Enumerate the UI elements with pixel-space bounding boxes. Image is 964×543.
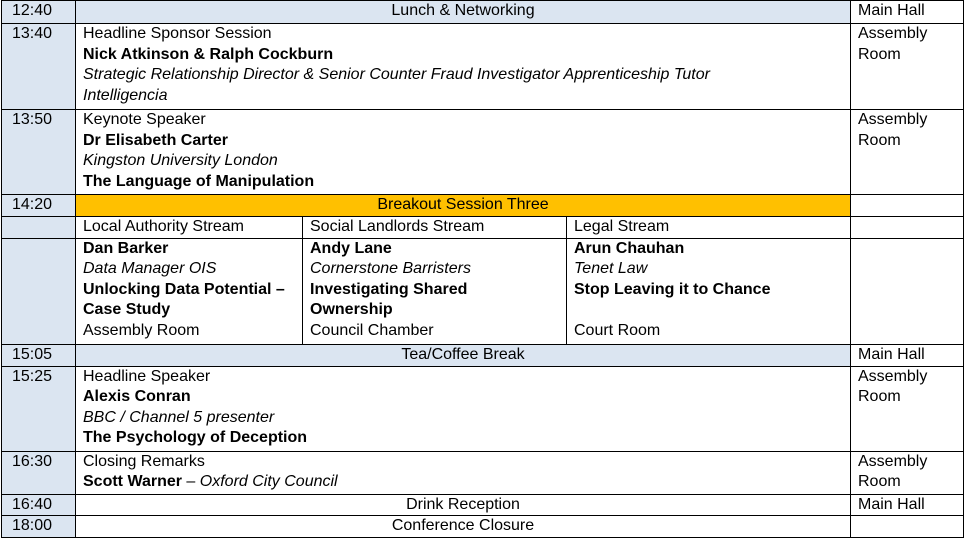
room-line: Room [858, 45, 901, 63]
session-type: Headline Sponsor Session [83, 25, 272, 42]
session-type: Keynote Speaker [83, 111, 206, 128]
session-details [76, 366, 851, 451]
session-details [76, 451, 851, 494]
session-title: Drink Reception [76, 494, 851, 516]
speaker-org: Oxford City Council [199, 473, 338, 490]
speaker-org: Kingston University London [83, 152, 278, 169]
stream-room: Court Room [574, 321, 661, 339]
time-cell: 12:40 [2, 1, 76, 24]
speaker-org: Data Manager OIS [83, 260, 217, 277]
speaker-name: Nick Atkinson & Ralph Cockburn [83, 45, 334, 63]
session-title: Conference Closure [76, 516, 851, 538]
room-line: Room [858, 131, 901, 149]
session-details [76, 24, 851, 110]
room-cell [851, 366, 964, 451]
agenda-row-headline [2, 366, 964, 451]
stream-session [76, 238, 303, 344]
speaker-role: BBC / Channel 5 presenter [83, 408, 275, 426]
talk-title: Unlocking Data Potential – [83, 280, 285, 298]
talk-title: Stop Leaving it to Chance [574, 280, 771, 298]
speaker-org: Tenet Law [574, 260, 648, 277]
session-details [76, 110, 851, 195]
speaker-name: Andy Lane [310, 239, 392, 257]
agenda-row-closing [2, 451, 964, 494]
agenda-table [1, 0, 964, 538]
stream-name: Local Authority Stream [76, 216, 303, 238]
time-cell [2, 238, 76, 344]
room-line: Assembly [858, 452, 928, 470]
speaker-org: Cornerstone Barristers [310, 260, 471, 277]
room-cell [851, 216, 964, 238]
time-cell: 16:30 [2, 451, 76, 494]
room-cell: Main Hall [851, 494, 964, 516]
stream-room: Council Chamber [310, 321, 434, 339]
time-cell: 14:20 [2, 195, 76, 217]
speaker-line [83, 472, 850, 493]
stream-session [303, 238, 567, 344]
time-cell [2, 216, 76, 238]
agenda-row-keynote [2, 110, 964, 195]
room-line: Assembly [858, 367, 928, 385]
talk-title: The Language of Manipulation [83, 172, 315, 190]
room-cell [851, 451, 964, 494]
breakout-title: Breakout Session Three [76, 195, 851, 217]
room-cell [851, 516, 964, 538]
time-cell: 15:05 [2, 344, 76, 366]
talk-title: Case Study [83, 301, 171, 318]
time-cell: 15:25 [2, 366, 76, 451]
time-cell: 13:40 [2, 24, 76, 110]
agenda-row-tea [2, 344, 964, 366]
speaker-role: Strategic Relationship Director & Senior Counter Fraud Investigator Apprenticeship Tutor [83, 66, 710, 83]
session-title: Tea/Coffee Break [76, 344, 851, 366]
stream-name: Social Landlords Stream [303, 216, 567, 238]
time-cell: 18:00 [2, 516, 76, 538]
room-line: Room [858, 473, 901, 490]
separator-dash: – [181, 473, 200, 490]
talk-title [574, 300, 850, 321]
talk-title: The Psychology of Deception [83, 429, 308, 446]
talk-title: Ownership [310, 301, 393, 318]
speaker-org: Intelligencia [83, 86, 168, 104]
session-title: Lunch & Networking [76, 1, 851, 24]
stream-details-row [2, 238, 964, 344]
agenda-row-breakout [2, 195, 964, 217]
room-line: Assembly [858, 25, 928, 42]
speaker-name: Dan Barker [83, 239, 169, 257]
speaker-name: Dr Elisabeth Carter [83, 131, 228, 149]
stream-room: Assembly Room [83, 321, 200, 339]
agenda-row-lunch [2, 1, 964, 24]
speaker-name: Arun Chauhan [574, 239, 685, 257]
room-cell: Main Hall [851, 1, 964, 24]
agenda-row-sponsor [2, 24, 964, 110]
stream-name: Legal Stream [567, 216, 851, 238]
stream-header-row [2, 216, 964, 238]
stream-session [567, 238, 851, 344]
session-type: Headline Speaker [83, 367, 211, 385]
room-cell: Main Hall [851, 344, 964, 366]
room-line: Assembly [858, 111, 928, 128]
speaker-name: Scott Warner [83, 473, 182, 490]
agenda-row-closure [2, 516, 964, 538]
room-line: Room [858, 388, 901, 405]
room-cell [851, 110, 964, 195]
room-cell [851, 195, 964, 217]
agenda-row-drinks [2, 494, 964, 516]
room-cell [851, 24, 964, 110]
talk-title: Investigating Shared [310, 280, 468, 298]
room-cell [851, 238, 964, 344]
time-cell: 13:50 [2, 110, 76, 195]
time-cell: 16:40 [2, 494, 76, 516]
session-type: Closing Remarks [83, 452, 205, 470]
speaker-name: Alexis Conran [83, 388, 191, 405]
